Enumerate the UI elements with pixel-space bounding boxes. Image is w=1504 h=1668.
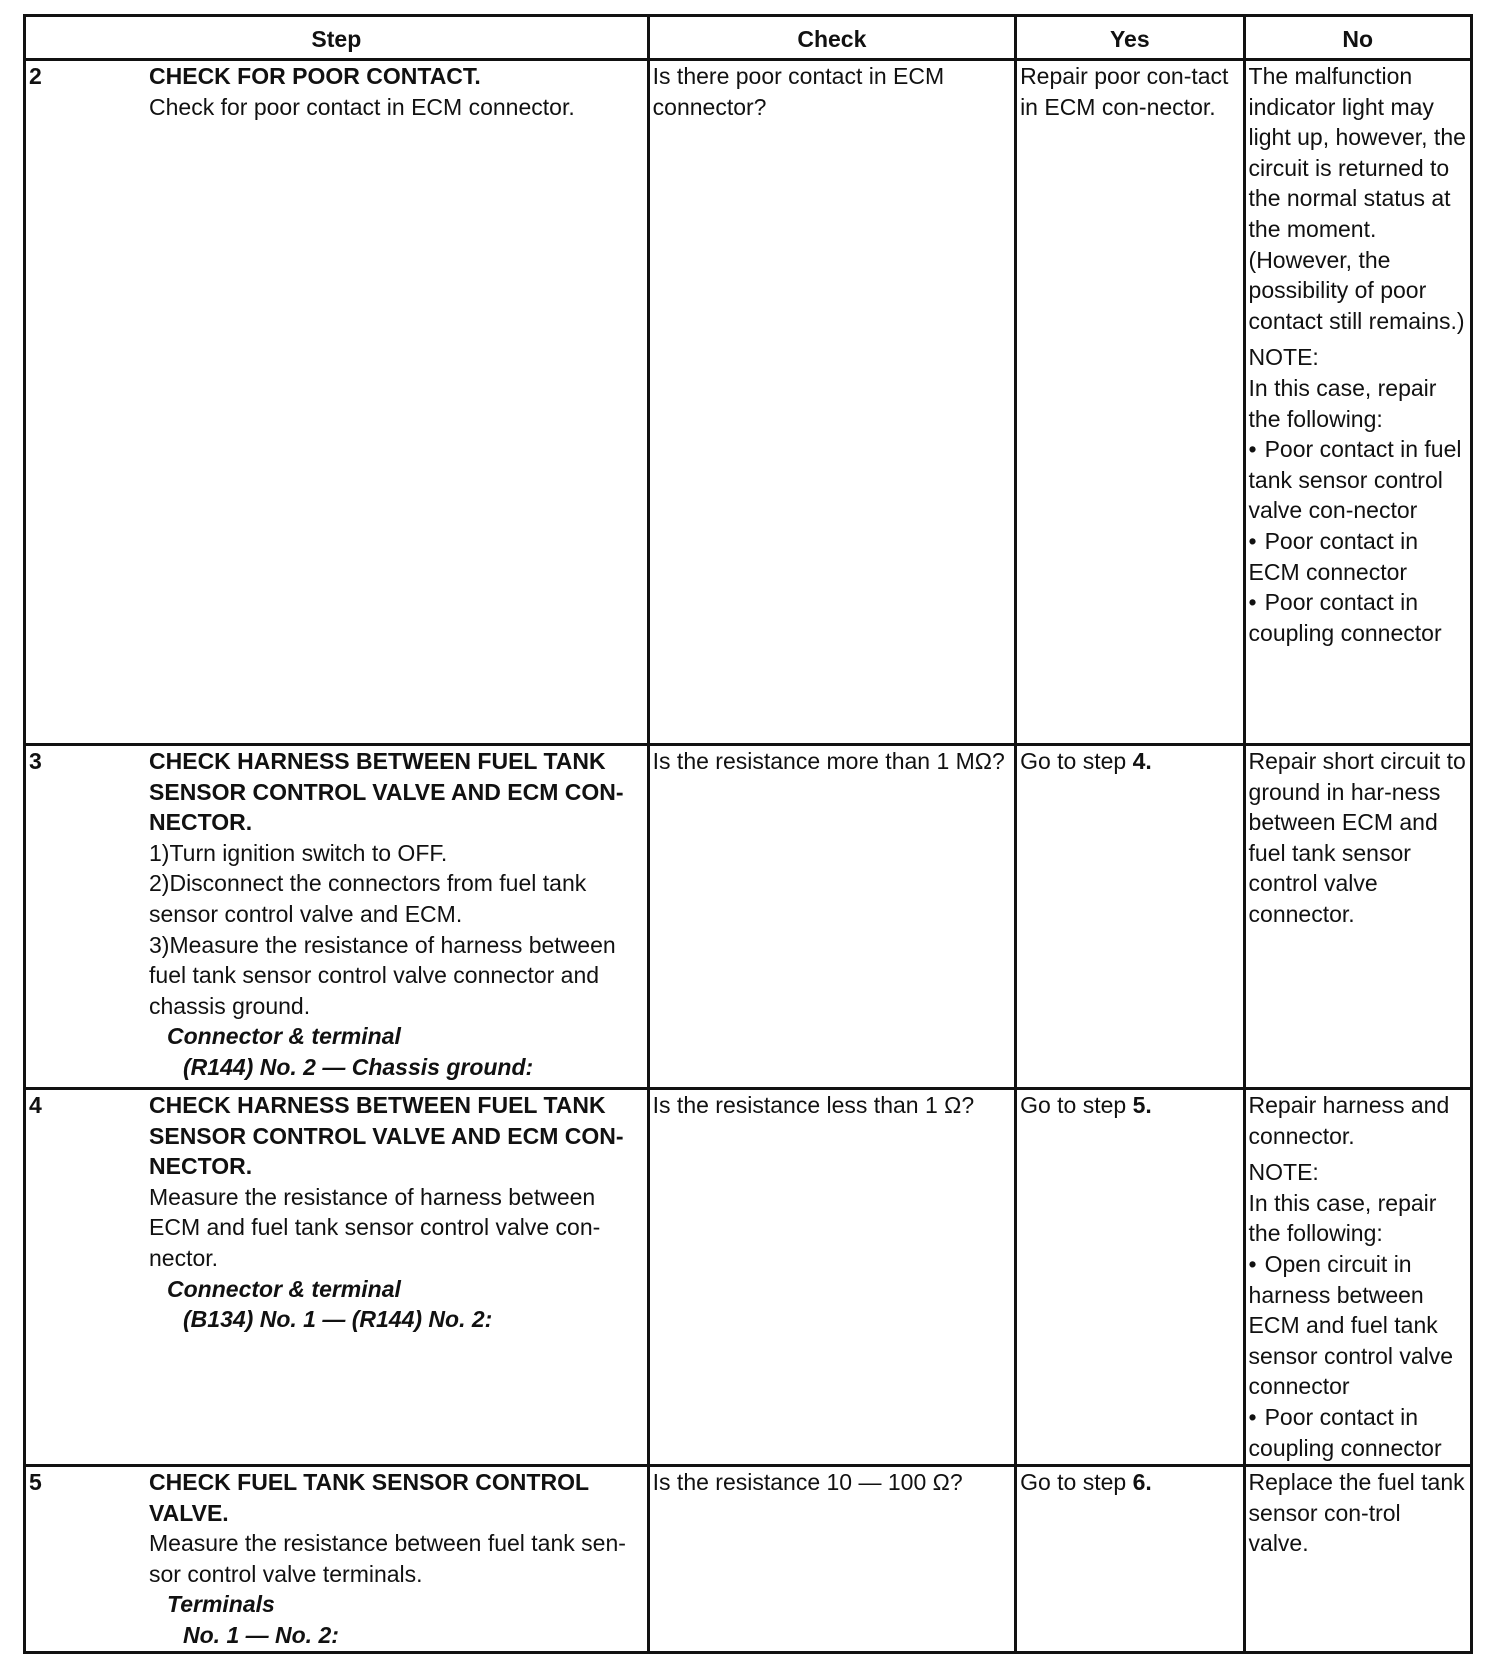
step-number: 4 xyxy=(25,1089,150,1466)
no-text: Repair harness and connector. xyxy=(1248,1092,1450,1149)
table-row xyxy=(25,60,1472,745)
yes-cell xyxy=(1016,1466,1244,1653)
table-row xyxy=(25,745,1472,1089)
note-bullet: • Poor contact in coupling connector xyxy=(1249,1402,1467,1463)
go-to-label: Go to step xyxy=(1020,1469,1133,1495)
step-instruction: 3)Measure the resistance of harness between fuel tank sensor control valve connector and chassis ground. xyxy=(149,931,616,1019)
note-bullet: • Poor contact in fuel tank sensor control valve con-nector xyxy=(1249,434,1467,526)
yes-cell: Repair poor con-tact in ECM con-nector. xyxy=(1016,60,1244,745)
check-cell: Is the resistance less than 1 Ω? xyxy=(648,1089,1015,1466)
step-instruction: 1)Turn ignition switch to OFF. xyxy=(149,839,448,866)
step-instruction: Check for poor contact in ECM connector. xyxy=(149,93,575,120)
note-bullet: • Poor contact in coupling connector xyxy=(1249,587,1467,648)
go-to-label: Go to step xyxy=(1020,748,1133,774)
yes-cell xyxy=(1016,745,1244,1089)
note-bullet: • Open circuit in harness between ECM and fuel tank sensor control valve connector xyxy=(1249,1249,1467,1402)
step-number: 2 xyxy=(25,60,150,745)
diagnostic-table xyxy=(23,14,1473,1654)
header-step: Step xyxy=(25,16,649,60)
note-label: NOTE: xyxy=(1248,1159,1319,1186)
check-cell: Is the resistance more than 1 MΩ? xyxy=(648,745,1015,1089)
go-to-label: Go to step xyxy=(1020,1092,1133,1118)
step-instruction: Measure the resistance between fuel tank sen-sor control valve terminals. xyxy=(149,1530,626,1587)
step-title: CHECK FUEL TANK SENSOR CONTROL VALVE. xyxy=(149,1469,589,1526)
note-label: NOTE: xyxy=(1248,344,1319,371)
note-intro: In this case, repair the following: xyxy=(1248,1189,1437,1247)
table-row xyxy=(25,1466,1472,1653)
no-cell xyxy=(1244,745,1471,1089)
yes-cell xyxy=(1016,1089,1244,1466)
check-cell: Is the resistance 10 — 100 Ω? xyxy=(648,1466,1015,1653)
no-text: Replace the fuel tank sensor con-trol valve. xyxy=(1248,1469,1465,1557)
header-yes: Yes xyxy=(1016,16,1244,60)
go-to-step: 6. xyxy=(1132,1469,1152,1495)
step-cell xyxy=(149,1089,648,1466)
note-bullet: • Poor contact in ECM connector xyxy=(1249,526,1467,587)
no-text: The malfunction indicator light may light up, however, the circuit is returned to the normal status at the moment. (However, the possibility of poor contact still remains.) xyxy=(1248,63,1466,334)
terminals-value: No. 1 — No. 2: xyxy=(183,1621,339,1648)
header-check: Check xyxy=(648,16,1015,60)
connector-terminal-value: (B134) No. 1 — (R144) No. 2: xyxy=(183,1306,493,1333)
step-number: 3 xyxy=(25,745,150,1089)
step-title: CHECK HARNESS BETWEEN FUEL TANK SENSOR CONTROL VALVE AND ECM CON-NECTOR. xyxy=(149,748,624,836)
diagnostic-table-page xyxy=(23,14,1473,1654)
step-number: 5 xyxy=(25,1466,150,1653)
header-no: No xyxy=(1244,16,1471,60)
step-cell xyxy=(149,745,648,1089)
note-intro: In this case, repair the following: xyxy=(1248,374,1437,432)
no-cell xyxy=(1244,1089,1471,1466)
connector-terminal-value: (R144) No. 2 — Chassis ground: xyxy=(183,1053,534,1080)
step-instruction: 2)Disconnect the connectors from fuel tank sensor control valve and ECM. xyxy=(149,870,587,927)
step-cell xyxy=(149,60,648,745)
table-row xyxy=(25,1089,1472,1466)
step-instruction: Measure the resistance of harness between ECM and fuel tank sensor control valve con-nector. xyxy=(149,1183,601,1271)
connector-terminal-label: Connector & terminal xyxy=(167,1275,401,1302)
no-text: Repair short circuit to ground in har-ness between ECM and fuel tank sensor control valve connector. xyxy=(1248,748,1466,927)
terminals-label: Terminals xyxy=(167,1591,275,1618)
step-title: CHECK FOR POOR CONTACT. xyxy=(149,63,481,89)
step-title: CHECK HARNESS BETWEEN FUEL TANK SENSOR CONTROL VALVE AND ECM CON-NECTOR. xyxy=(149,1092,624,1180)
go-to-step: 5. xyxy=(1132,1092,1152,1118)
connector-terminal-label: Connector & terminal xyxy=(167,1023,401,1050)
no-cell xyxy=(1244,60,1471,745)
table-header-row xyxy=(25,16,1472,60)
go-to-step: 4. xyxy=(1132,748,1152,774)
step-cell xyxy=(149,1466,648,1653)
no-cell xyxy=(1244,1466,1471,1653)
check-cell: Is there poor contact in ECM connector? xyxy=(648,60,1015,745)
